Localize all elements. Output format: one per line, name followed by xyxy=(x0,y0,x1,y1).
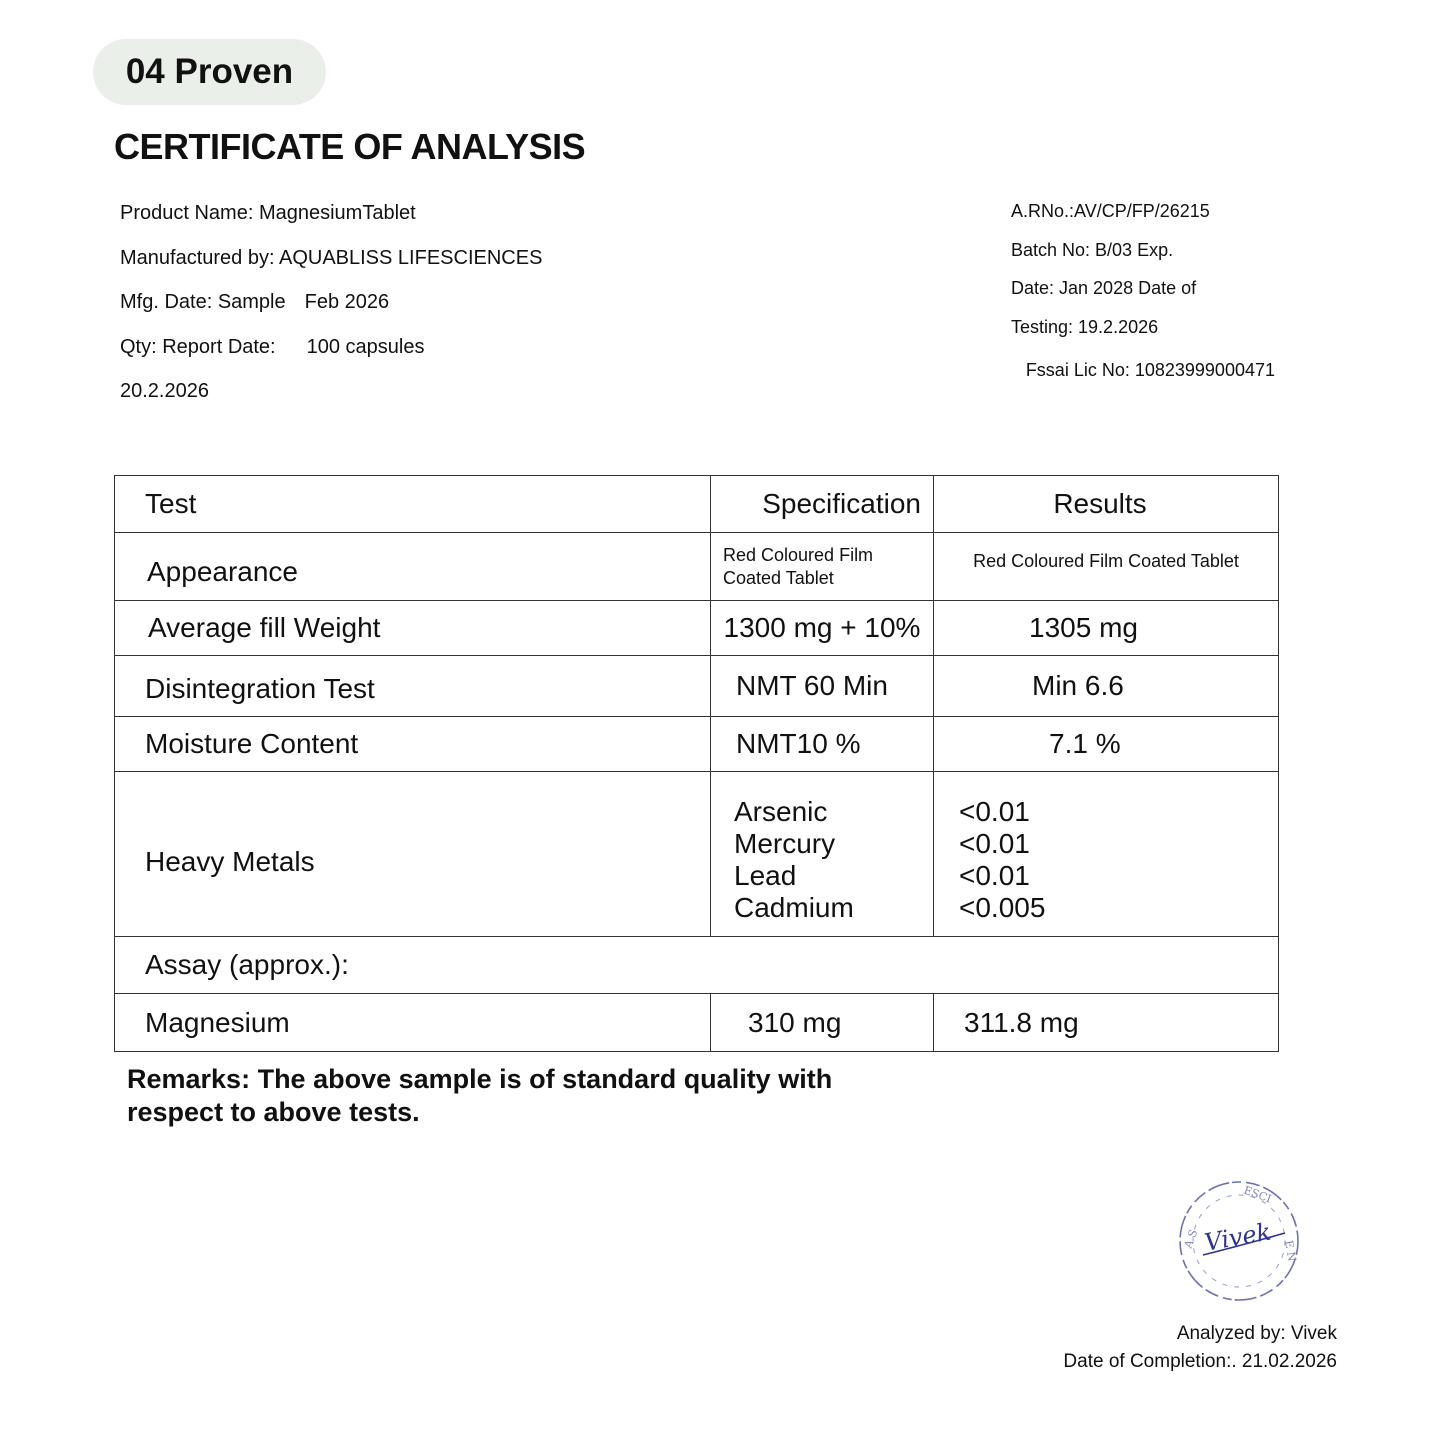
mfg-date-label: Mfg. Date: Sample xyxy=(120,291,286,313)
result-value: Min 6.6 xyxy=(934,656,1279,717)
svg-text:A S: A S xyxy=(1181,1227,1201,1251)
qty-label: Qty: Report Date: xyxy=(120,335,276,358)
table-row-assay xyxy=(115,937,1279,994)
section-badge: 04 Proven xyxy=(93,39,326,105)
spec-value: NMT 60 Min xyxy=(711,656,934,717)
qty-value: 100 capsules xyxy=(306,335,425,358)
product-info xyxy=(120,199,542,422)
svg-text:ESCI: ESCI xyxy=(1241,1183,1274,1206)
footer xyxy=(1063,1320,1337,1376)
mfg-date-value: Feb 2026 xyxy=(304,291,390,313)
spec-line: Coated Tablet xyxy=(723,567,834,588)
table-row xyxy=(115,601,1279,656)
table-header-row xyxy=(115,476,1279,533)
spec-value: 1300 mg + 10% xyxy=(711,601,934,656)
spec-value xyxy=(711,533,934,601)
test-name: Disintegration Test xyxy=(115,656,711,717)
table-row xyxy=(115,717,1279,772)
testing-date: Testing: 19.2.2026 xyxy=(1011,317,1159,338)
header-test: Test xyxy=(115,476,711,533)
metal-spec-list xyxy=(711,772,934,937)
fssai-license: Fssai Lic No: 10823999000471 xyxy=(1025,359,1275,380)
test-name: Average fill Weight xyxy=(115,601,711,656)
result-value: 311.8 mg xyxy=(934,994,1279,1052)
qty-line xyxy=(120,333,542,378)
test-name: Moisture Content xyxy=(115,717,711,772)
remarks: Remarks: The above sample is of standard quality with respect to above tests. xyxy=(127,1064,833,1127)
assay-label: Assay (approx.): xyxy=(115,937,1279,994)
analyzed-by: Analyzed by: Vivek xyxy=(1176,1323,1337,1344)
result-value: Red Coloured Film Coated Tablet xyxy=(934,533,1279,601)
table-row xyxy=(115,994,1279,1052)
table-row xyxy=(115,533,1279,601)
header-specification: Specification xyxy=(711,476,934,533)
result-value: 1305 mg xyxy=(934,601,1279,656)
spec-line: Red Coloured Film xyxy=(723,544,874,565)
analysis-ref-number: A.RNo.:AV/CP/FP/26215 xyxy=(1011,201,1210,221)
expiry-date: Date: Jan 2028 Date of xyxy=(1011,278,1197,299)
svg-text:E N: E N xyxy=(1282,1239,1299,1263)
metal-name: Mercury xyxy=(734,828,836,859)
metal-name: Lead xyxy=(734,860,797,891)
analysis-table xyxy=(114,475,1279,1052)
product-name: Product Name: MagnesiumTablet xyxy=(120,202,416,224)
test-name: Heavy Metals xyxy=(115,772,711,937)
test-name: Magnesium xyxy=(115,994,711,1052)
batch-number: Batch No: B/03 Exp. xyxy=(1011,239,1174,260)
stamp-seal xyxy=(1173,1175,1305,1307)
metal-result: <0.01 xyxy=(959,796,1030,827)
spec-value: 310 mg xyxy=(711,994,934,1052)
report-date: 20.2.2026 xyxy=(120,380,209,402)
table-row xyxy=(115,656,1279,717)
document-title: CERTIFICATE OF ANALYSIS xyxy=(114,126,586,167)
manufacturer: Manufactured by: AQUABLISS LIFESCIENCES xyxy=(120,246,543,269)
metal-name: Arsenic xyxy=(734,796,828,827)
spec-value: NMT10 % xyxy=(711,717,934,772)
metal-result-list xyxy=(934,772,1279,937)
completion-date: Date of Completion:. 21.02.2026 xyxy=(1063,1351,1337,1372)
header-results: Results xyxy=(934,476,1279,533)
metal-name: Cadmium xyxy=(734,892,854,923)
mfg-date-line xyxy=(120,288,542,333)
metal-result: <0.005 xyxy=(959,892,1046,923)
result-value: 7.1 % xyxy=(934,717,1279,772)
metal-result: <0.01 xyxy=(959,860,1030,891)
test-name: Appearance xyxy=(115,533,711,601)
batch-info xyxy=(915,198,1275,395)
table-row-heavy-metals xyxy=(115,772,1279,937)
metal-result: <0.01 xyxy=(959,828,1030,859)
signature: Vivek xyxy=(1202,1217,1274,1257)
